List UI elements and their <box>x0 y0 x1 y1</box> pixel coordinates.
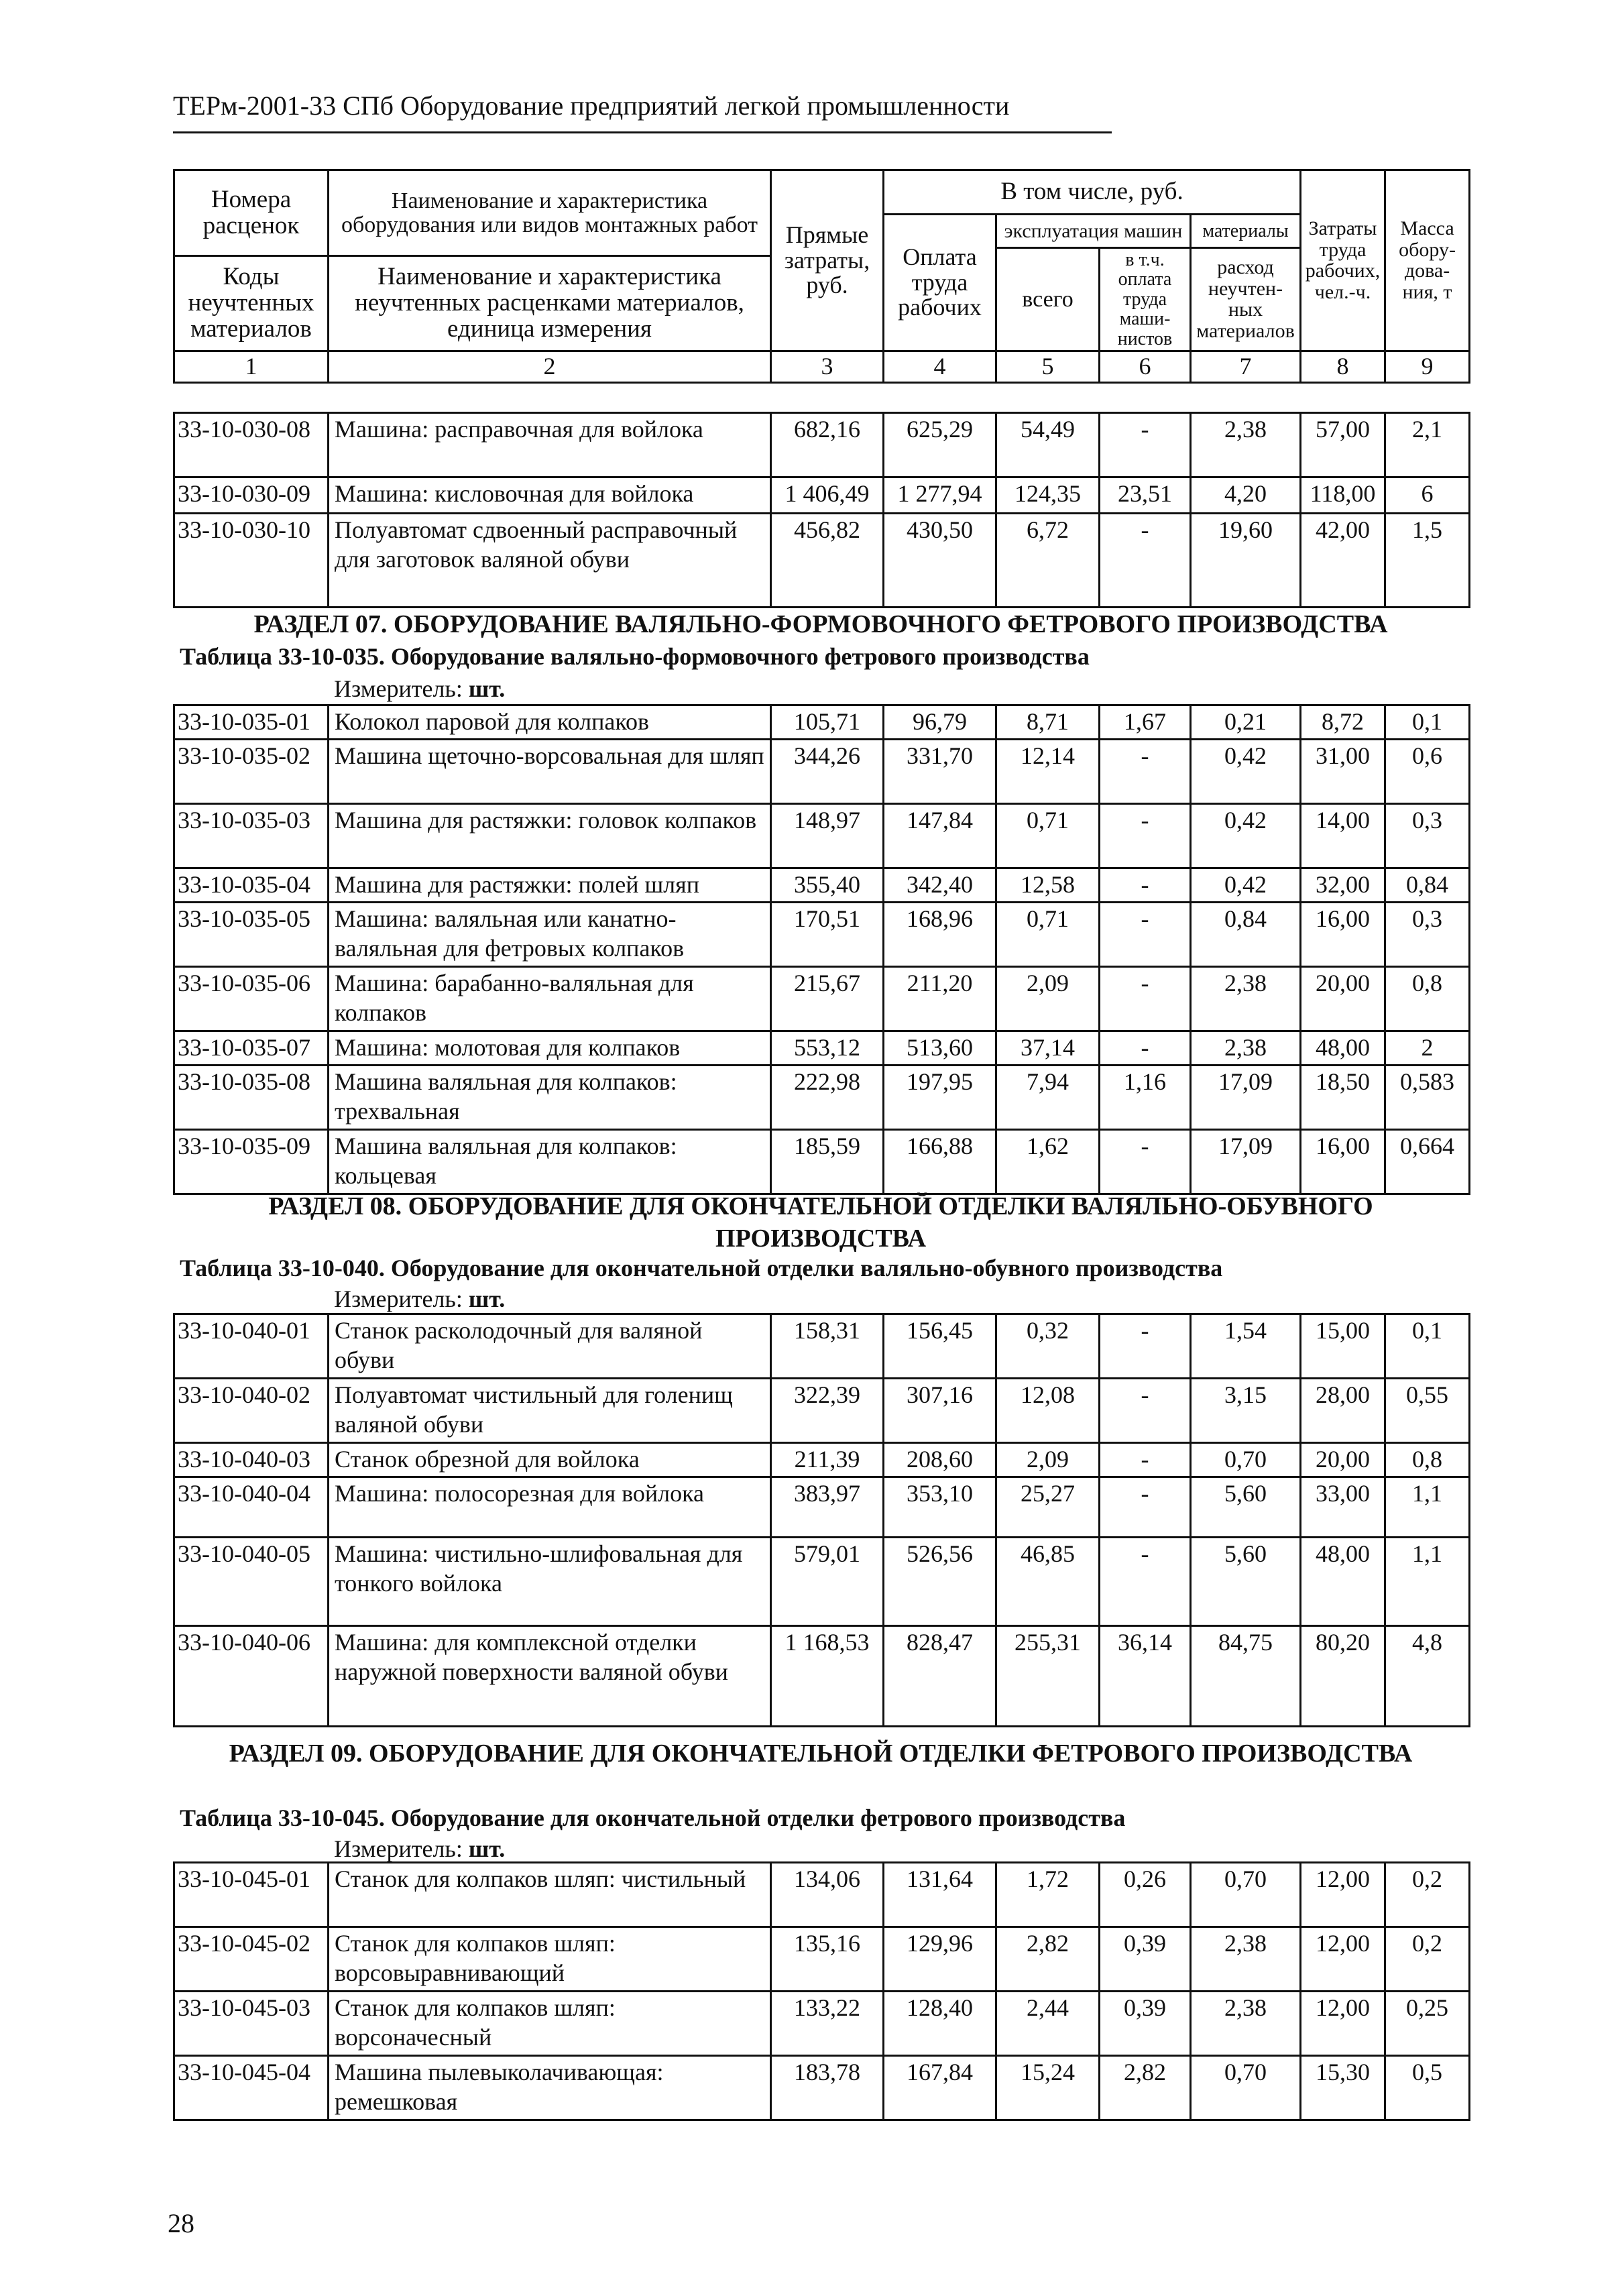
direct-costs-cell: 133,22 <box>771 1992 884 2056</box>
col-number: 5 <box>996 351 1100 382</box>
col-header-material-codes: Коды неучтенных материалов <box>174 256 329 351</box>
materials-cost-cell: 1,54 <box>1191 1314 1301 1379</box>
worker-pay-cell: 513,60 <box>884 1031 996 1065</box>
table-row <box>174 2056 1470 2120</box>
direct-costs-cell: 148,97 <box>771 803 884 868</box>
worker-pay-cell: 128,40 <box>884 1992 996 2056</box>
rate-code: 33-10-040-02 <box>174 1379 329 1443</box>
worker-pay-cell: 197,95 <box>884 1065 996 1129</box>
materials-cost-cell: 2,38 <box>1191 1992 1301 2056</box>
equipment-name: Полуавтомат сдвоенный расправочный для заготовок валяной обуви <box>329 514 771 608</box>
labor-hours-cell: 48,00 <box>1301 1537 1385 1625</box>
materials-cost-cell: 0,42 <box>1191 739 1301 803</box>
equipment-mass-cell: 0,8 <box>1385 1443 1470 1477</box>
rate-code: 33-10-045-01 <box>174 1863 329 1927</box>
machinist-pay-cell: 0,26 <box>1100 1863 1191 1927</box>
direct-costs-cell: 170,51 <box>771 902 884 966</box>
running-header: ТЕРм-2001-33 СПб Оборудование предприятий легкой промышленности <box>173 91 1010 121</box>
table-row <box>174 868 1470 902</box>
table-33-10-040-title: Таблица 33-10-040. Оборудование для окончательной отделки валяльно-обувного производства <box>180 1255 1223 1281</box>
equipment-mass-cell: 0,664 <box>1385 1129 1470 1194</box>
col-header-codes-top: Номера расценок <box>174 170 329 256</box>
col-header-mass: Масса обору-дова-ния, т <box>1385 170 1470 351</box>
labor-hours-cell: 18,50 <box>1301 1065 1385 1129</box>
rate-code: 33-10-040-06 <box>174 1625 329 1726</box>
labor-hours-cell: 20,00 <box>1301 1443 1385 1477</box>
direct-costs-cell: 579,01 <box>771 1537 884 1625</box>
worker-pay-cell: 129,96 <box>884 1927 996 1992</box>
labor-hours-cell: 15,00 <box>1301 1314 1385 1379</box>
rate-code: 33-10-035-01 <box>174 705 329 740</box>
col-header-labor: Затраты труда рабочих, чел.-ч. <box>1301 170 1385 351</box>
col-number: 6 <box>1100 351 1191 382</box>
rate-code: 33-10-030-08 <box>174 413 329 477</box>
machine-operation-total-cell: 124,35 <box>996 477 1100 514</box>
worker-pay-cell: 131,64 <box>884 1863 996 1927</box>
machinist-pay-cell: 23,51 <box>1100 477 1191 514</box>
equipment-name: Машина щеточно-ворсовальная для шляп <box>329 739 771 803</box>
equipment-mass-cell: 2,1 <box>1385 413 1470 477</box>
equipment-mass-cell: 0,583 <box>1385 1065 1470 1129</box>
page-number: 28 <box>168 2208 194 2238</box>
equipment-mass-cell: 0,2 <box>1385 1863 1470 1927</box>
equipment-mass-cell: 4,8 <box>1385 1625 1470 1726</box>
equipment-name: Машина: расправочная для войлока <box>329 413 771 477</box>
machine-operation-total-cell: 1,72 <box>996 1863 1100 1927</box>
materials-cost-cell: 0,21 <box>1191 705 1301 740</box>
labor-hours-cell: 42,00 <box>1301 514 1385 608</box>
machinist-pay-cell: - <box>1100 514 1191 608</box>
machine-operation-total-cell: 2,09 <box>996 966 1100 1031</box>
machinist-pay-cell: - <box>1100 868 1191 902</box>
labor-hours-cell: 28,00 <box>1301 1379 1385 1443</box>
worker-pay-cell: 167,84 <box>884 2056 996 2120</box>
equipment-name: Машина валяльная для колпаков: трехвальная <box>329 1065 771 1129</box>
machinist-pay-cell: - <box>1100 966 1191 1031</box>
materials-cost-cell: 2,38 <box>1191 1927 1301 1992</box>
worker-pay-cell: 430,50 <box>884 514 996 608</box>
col-number: 4 <box>884 351 996 382</box>
col-header-materials: материалы <box>1191 215 1301 248</box>
table-row <box>174 1065 1470 1129</box>
machine-operation-total-cell: 7,94 <box>996 1065 1100 1129</box>
unit-label <box>334 1285 505 1313</box>
direct-costs-cell: 183,78 <box>771 2056 884 2120</box>
rate-code: 33-10-035-02 <box>174 739 329 803</box>
col-header-machinist-pay: в т.ч. оплата труда маши-нистов <box>1100 248 1191 351</box>
header-rule <box>173 131 1112 133</box>
materials-cost-cell: 0,70 <box>1191 2056 1301 2120</box>
labor-hours-cell: 15,30 <box>1301 2056 1385 2120</box>
table-row <box>174 705 1470 740</box>
direct-costs-cell: 383,97 <box>771 1477 884 1537</box>
worker-pay-cell: 208,60 <box>884 1443 996 1477</box>
table-row <box>174 1863 1470 1927</box>
table-row <box>174 902 1470 966</box>
col-number: 2 <box>329 351 771 382</box>
labor-hours-cell: 16,00 <box>1301 1129 1385 1194</box>
rate-code: 33-10-040-01 <box>174 1314 329 1379</box>
rates-table-body <box>174 413 1470 608</box>
materials-cost-cell: 5,60 <box>1191 1537 1301 1625</box>
rate-code: 33-10-035-07 <box>174 1031 329 1065</box>
rate-code: 33-10-035-09 <box>174 1129 329 1194</box>
table-33-10-035-title: Таблица 33-10-035. Оборудование валяльно-формовочного фетрового производства <box>180 643 1090 670</box>
machinist-pay-cell: - <box>1100 1031 1191 1065</box>
col-number: 1 <box>174 351 329 382</box>
direct-costs-cell: 135,16 <box>771 1927 884 1992</box>
equipment-mass-cell: 0,2 <box>1385 1927 1470 1992</box>
col-header-unaccounted-materials: расход неучтен-ных материалов <box>1191 248 1301 351</box>
machine-operation-total-cell: 2,82 <box>996 1927 1100 1992</box>
labor-hours-cell: 57,00 <box>1301 413 1385 477</box>
unit-label <box>334 675 505 703</box>
worker-pay-cell: 307,16 <box>884 1379 996 1443</box>
col-number: 3 <box>771 351 884 382</box>
direct-costs-cell: 456,82 <box>771 514 884 608</box>
table-row <box>174 803 1470 868</box>
equipment-mass-cell: 1,1 <box>1385 1477 1470 1537</box>
equipment-mass-cell: 0,3 <box>1385 902 1470 966</box>
materials-cost-cell: 0,42 <box>1191 803 1301 868</box>
equipment-mass-cell: 0,8 <box>1385 966 1470 1031</box>
direct-costs-cell: 105,71 <box>771 705 884 740</box>
table-33-10-045-title: Таблица 33-10-045. Оборудование для окончательной отделки фетрового производства <box>180 1804 1126 1831</box>
materials-cost-cell: 3,15 <box>1191 1379 1301 1443</box>
section-08-title-line1: РАЗДЕЛ 08. ОБОРУДОВАНИЕ ДЛЯ ОКОНЧАТЕЛЬНОЙ ОТДЕЛКИ ВАЛЯЛЬНО-ОБУВНОГО <box>268 1192 1373 1220</box>
rate-code: 33-10-040-03 <box>174 1443 329 1477</box>
machine-operation-total-cell: 2,44 <box>996 1992 1100 2056</box>
equipment-mass-cell: 1,5 <box>1385 514 1470 608</box>
labor-hours-cell: 33,00 <box>1301 1477 1385 1537</box>
labor-hours-cell: 20,00 <box>1301 966 1385 1031</box>
equipment-name: Машина валяльная для колпаков: кольцевая <box>329 1129 771 1194</box>
equipment-name: Машина: чистильно-шлифовальная для тонкого войлока <box>329 1537 771 1625</box>
table-row <box>174 1031 1470 1065</box>
worker-pay-cell: 156,45 <box>884 1314 996 1379</box>
worker-pay-cell: 166,88 <box>884 1129 996 1194</box>
rates-table-body <box>174 1314 1470 1727</box>
worker-pay-cell: 625,29 <box>884 413 996 477</box>
rate-code: 33-10-045-02 <box>174 1927 329 1992</box>
rate-code: 33-10-040-05 <box>174 1537 329 1625</box>
table-33-10-035 <box>173 704 1470 1195</box>
equipment-name: Станок для колпаков шляп: ворсовыравнивающий <box>329 1927 771 1992</box>
col-header-worker-pay: Оплата труда рабочих <box>884 215 996 351</box>
equipment-name: Станок для колпаков шляп: ворсоначесный <box>329 1992 771 2056</box>
table-33-10-040 <box>173 1313 1470 1727</box>
equipment-mass-cell: 0,84 <box>1385 868 1470 902</box>
worker-pay-cell: 353,10 <box>884 1477 996 1537</box>
unit-value: шт. <box>468 675 506 702</box>
table-row <box>174 1379 1470 1443</box>
col-header-machines-total: всего <box>996 248 1100 351</box>
equipment-mass-cell: 1,1 <box>1385 1537 1470 1625</box>
table-row <box>174 1992 1470 2056</box>
equipment-name: Станок расколодочный для валяной обуви <box>329 1314 771 1379</box>
labor-hours-cell: 32,00 <box>1301 868 1385 902</box>
labor-hours-cell: 31,00 <box>1301 739 1385 803</box>
worker-pay-cell: 526,56 <box>884 1537 996 1625</box>
unit-label-text: Измеритель: <box>334 1835 463 1862</box>
materials-cost-cell: 17,09 <box>1191 1129 1301 1194</box>
labor-hours-cell: 80,20 <box>1301 1625 1385 1726</box>
materials-cost-cell: 17,09 <box>1191 1065 1301 1129</box>
equipment-mass-cell: 0,3 <box>1385 803 1470 868</box>
equipment-mass-cell: 0,55 <box>1385 1379 1470 1443</box>
table-row <box>174 1129 1470 1194</box>
col-header-machines: эксплуатация машин <box>996 215 1191 248</box>
unit-label <box>334 1835 505 1863</box>
direct-costs-cell: 322,39 <box>771 1379 884 1443</box>
machine-operation-total-cell: 2,09 <box>996 1443 1100 1477</box>
rate-code: 33-10-030-09 <box>174 477 329 514</box>
equipment-name: Машина пылевыколачивающая: ремешковая <box>329 2056 771 2120</box>
direct-costs-cell: 344,26 <box>771 739 884 803</box>
unit-value: шт. <box>468 1835 506 1862</box>
machinist-pay-cell: - <box>1100 803 1191 868</box>
table-row <box>174 514 1470 608</box>
col-number: 8 <box>1301 351 1385 382</box>
worker-pay-cell: 828,47 <box>884 1625 996 1726</box>
machinist-pay-cell: 0,39 <box>1100 1927 1191 1992</box>
machine-operation-total-cell: 0,71 <box>996 803 1100 868</box>
direct-costs-cell: 553,12 <box>771 1031 884 1065</box>
rate-code: 33-10-045-03 <box>174 1992 329 2056</box>
materials-cost-cell: 2,38 <box>1191 1031 1301 1065</box>
direct-costs-cell: 682,16 <box>771 413 884 477</box>
unit-label-text: Измеритель: <box>334 675 463 702</box>
continuation-table <box>173 412 1470 608</box>
col-header-direct-costs: Прямые затраты, руб. <box>771 170 884 351</box>
equipment-mass-cell: 2 <box>1385 1031 1470 1065</box>
materials-cost-cell: 84,75 <box>1191 1625 1301 1726</box>
machinist-pay-cell: - <box>1100 739 1191 803</box>
labor-hours-cell: 118,00 <box>1301 477 1385 514</box>
col-number: 7 <box>1191 351 1301 382</box>
table-row <box>174 739 1470 803</box>
direct-costs-cell: 1 168,53 <box>771 1625 884 1726</box>
rate-code: 33-10-035-03 <box>174 803 329 868</box>
equipment-mass-cell: 0,6 <box>1385 739 1470 803</box>
worker-pay-cell: 147,84 <box>884 803 996 868</box>
machine-operation-total-cell: 8,71 <box>996 705 1100 740</box>
machine-operation-total-cell: 0,32 <box>996 1314 1100 1379</box>
table-row <box>174 1314 1470 1379</box>
equipment-name: Машина: молотовая для колпаков <box>329 1031 771 1065</box>
direct-costs-cell: 222,98 <box>771 1065 884 1129</box>
equipment-name: Колокол паровой для колпаков <box>329 705 771 740</box>
materials-cost-cell: 5,60 <box>1191 1477 1301 1537</box>
machine-operation-total-cell: 1,62 <box>996 1129 1100 1194</box>
machinist-pay-cell: - <box>1100 1537 1191 1625</box>
worker-pay-cell: 1 277,94 <box>884 477 996 514</box>
table-row <box>174 1477 1470 1537</box>
equipment-name: Машина для растяжки: полей шляп <box>329 868 771 902</box>
equipment-name: Станок обрезной для войлока <box>329 1443 771 1477</box>
machinist-pay-cell: - <box>1100 413 1191 477</box>
section-08-title <box>173 1191 1468 1255</box>
column-header-table <box>173 169 1470 384</box>
unit-value: шт. <box>468 1285 506 1312</box>
rate-code: 33-10-035-08 <box>174 1065 329 1129</box>
machinist-pay-cell: 36,14 <box>1100 1625 1191 1726</box>
direct-costs-cell: 158,31 <box>771 1314 884 1379</box>
machine-operation-total-cell: 0,71 <box>996 902 1100 966</box>
labor-hours-cell: 48,00 <box>1301 1031 1385 1065</box>
machinist-pay-cell: - <box>1100 1477 1191 1537</box>
equipment-mass-cell: 6 <box>1385 477 1470 514</box>
machinist-pay-cell: 2,82 <box>1100 2056 1191 2120</box>
machinist-pay-cell: 1,67 <box>1100 705 1191 740</box>
direct-costs-cell: 355,40 <box>771 868 884 902</box>
equipment-name: Машина: полосорезная для войлока <box>329 1477 771 1537</box>
labor-hours-cell: 16,00 <box>1301 902 1385 966</box>
unit-label-text: Измеритель: <box>334 1285 463 1312</box>
machinist-pay-cell: - <box>1100 1379 1191 1443</box>
machinist-pay-cell: - <box>1100 1443 1191 1477</box>
col-header-group: В том числе, руб. <box>884 170 1301 215</box>
materials-cost-cell: 0,70 <box>1191 1443 1301 1477</box>
worker-pay-cell: 96,79 <box>884 705 996 740</box>
table-row <box>174 1537 1470 1625</box>
equipment-mass-cell: 0,1 <box>1385 1314 1470 1379</box>
machine-operation-total-cell: 54,49 <box>996 413 1100 477</box>
section-09-title: РАЗДЕЛ 09. ОБОРУДОВАНИЕ ДЛЯ ОКОНЧАТЕЛЬНОЙ ОТДЕЛКИ ФЕТРОВОГО ПРОИЗВОДСТВА <box>229 1739 1413 1768</box>
machinist-pay-cell: - <box>1100 1129 1191 1194</box>
materials-cost-cell: 0,70 <box>1191 1863 1301 1927</box>
equipment-name: Полуавтомат чистильный для голенищ валяной обуви <box>329 1379 771 1443</box>
table-row <box>174 966 1470 1031</box>
machinist-pay-cell: - <box>1100 902 1191 966</box>
materials-cost-cell: 0,84 <box>1191 902 1301 966</box>
labor-hours-cell: 12,00 <box>1301 1992 1385 2056</box>
section-07-title: РАЗДЕЛ 07. ОБОРУДОВАНИЕ ВАЛЯЛЬНО-ФОРМОВОЧНОГО ФЕТРОВОГО ПРОИЗВОДСТВА <box>253 610 1388 638</box>
rate-code: 33-10-045-04 <box>174 2056 329 2120</box>
equipment-name: Машина для растяжки: головок колпаков <box>329 803 771 868</box>
machine-operation-total-cell: 255,31 <box>996 1625 1100 1726</box>
materials-cost-cell: 2,38 <box>1191 413 1301 477</box>
materials-cost-cell: 4,20 <box>1191 477 1301 514</box>
rate-code: 33-10-035-05 <box>174 902 329 966</box>
table-33-10-045 <box>173 1861 1470 2121</box>
machinist-pay-cell: 0,39 <box>1100 1992 1191 2056</box>
rates-table-body <box>174 1863 1470 2120</box>
worker-pay-cell: 342,40 <box>884 868 996 902</box>
table-row <box>174 1927 1470 1992</box>
machinist-pay-cell: 1,16 <box>1100 1065 1191 1129</box>
direct-costs-cell: 185,59 <box>771 1129 884 1194</box>
table-row <box>174 477 1470 514</box>
machine-operation-total-cell: 12,08 <box>996 1379 1100 1443</box>
machine-operation-total-cell: 12,14 <box>996 739 1100 803</box>
machine-operation-total-cell: 37,14 <box>996 1031 1100 1065</box>
labor-hours-cell: 8,72 <box>1301 705 1385 740</box>
col-number: 9 <box>1385 351 1470 382</box>
col-header-name-top: Наименование и характеристика оборудования или видов монтажных работ <box>329 170 771 256</box>
materials-cost-cell: 2,38 <box>1191 966 1301 1031</box>
machinist-pay-cell: - <box>1100 1314 1191 1379</box>
labor-hours-cell: 12,00 <box>1301 1863 1385 1927</box>
equipment-name: Станок для колпаков шляп: чистильный <box>329 1863 771 1927</box>
rates-table-body <box>174 705 1470 1194</box>
materials-cost-cell: 0,42 <box>1191 868 1301 902</box>
equipment-name: Машина: для комплексной отделки наружной поверхности валяной обуви <box>329 1625 771 1726</box>
rate-code: 33-10-030-10 <box>174 514 329 608</box>
direct-costs-cell: 211,39 <box>771 1443 884 1477</box>
machine-operation-total-cell: 46,85 <box>996 1537 1100 1625</box>
equipment-name: Машина: кисловочная для войлока <box>329 477 771 514</box>
section-08-title-line2: ПРОИЗВОДСТВА <box>715 1224 927 1253</box>
worker-pay-cell: 331,70 <box>884 739 996 803</box>
machine-operation-total-cell: 6,72 <box>996 514 1100 608</box>
worker-pay-cell: 168,96 <box>884 902 996 966</box>
equipment-name: Машина: валяльная или канатно-валяльная для фетровых колпаков <box>329 902 771 966</box>
equipment-mass-cell: 0,5 <box>1385 2056 1470 2120</box>
machine-operation-total-cell: 12,58 <box>996 868 1100 902</box>
materials-cost-cell: 19,60 <box>1191 514 1301 608</box>
equipment-mass-cell: 0,25 <box>1385 1992 1470 2056</box>
labor-hours-cell: 12,00 <box>1301 1927 1385 1992</box>
machine-operation-total-cell: 15,24 <box>996 2056 1100 2120</box>
table-row <box>174 1443 1470 1477</box>
direct-costs-cell: 1 406,49 <box>771 477 884 514</box>
table-row <box>174 413 1470 477</box>
rate-code: 33-10-035-06 <box>174 966 329 1031</box>
rate-code: 33-10-040-04 <box>174 1477 329 1537</box>
equipment-mass-cell: 0,1 <box>1385 705 1470 740</box>
direct-costs-cell: 134,06 <box>771 1863 884 1927</box>
worker-pay-cell: 211,20 <box>884 966 996 1031</box>
col-header-material-name: Наименование и характеристика неучтенных расценками материалов, единица измерения <box>329 256 771 351</box>
rate-code: 33-10-035-04 <box>174 868 329 902</box>
table-row <box>174 1625 1470 1726</box>
equipment-name: Машина: барабанно-валяльная для колпаков <box>329 966 771 1031</box>
machine-operation-total-cell: 25,27 <box>996 1477 1100 1537</box>
direct-costs-cell: 215,67 <box>771 966 884 1031</box>
labor-hours-cell: 14,00 <box>1301 803 1385 868</box>
